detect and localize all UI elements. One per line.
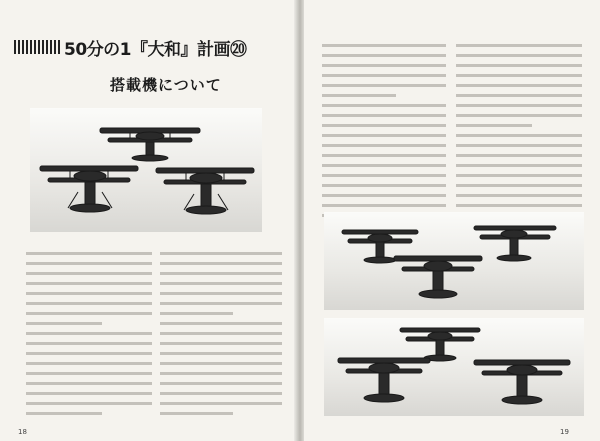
header-stripes bbox=[14, 40, 60, 54]
seaplane-group-photo-bottom bbox=[324, 318, 584, 416]
page-number-right: 19 bbox=[560, 428, 569, 436]
seaplane-models-photo bbox=[30, 108, 262, 232]
left-page bbox=[0, 0, 296, 441]
page-number-left: 18 bbox=[18, 428, 27, 436]
left-text-column-1 bbox=[26, 252, 152, 422]
series-title: 50分の1『大和』計画⑳ bbox=[64, 39, 247, 60]
right-text-column-2 bbox=[456, 44, 582, 224]
right-text-column-1 bbox=[322, 44, 446, 224]
seaplane-group-illustration-bottom bbox=[324, 318, 584, 416]
seaplane-models-illustration bbox=[30, 108, 262, 232]
seaplane-group-illustration-top bbox=[324, 212, 584, 310]
seaplane-group-photo-top bbox=[324, 212, 584, 310]
series-header bbox=[14, 34, 282, 60]
right-page bbox=[304, 0, 600, 441]
left-text-column-2 bbox=[160, 252, 282, 422]
article-subtitle: 搭載機について bbox=[110, 76, 222, 94]
